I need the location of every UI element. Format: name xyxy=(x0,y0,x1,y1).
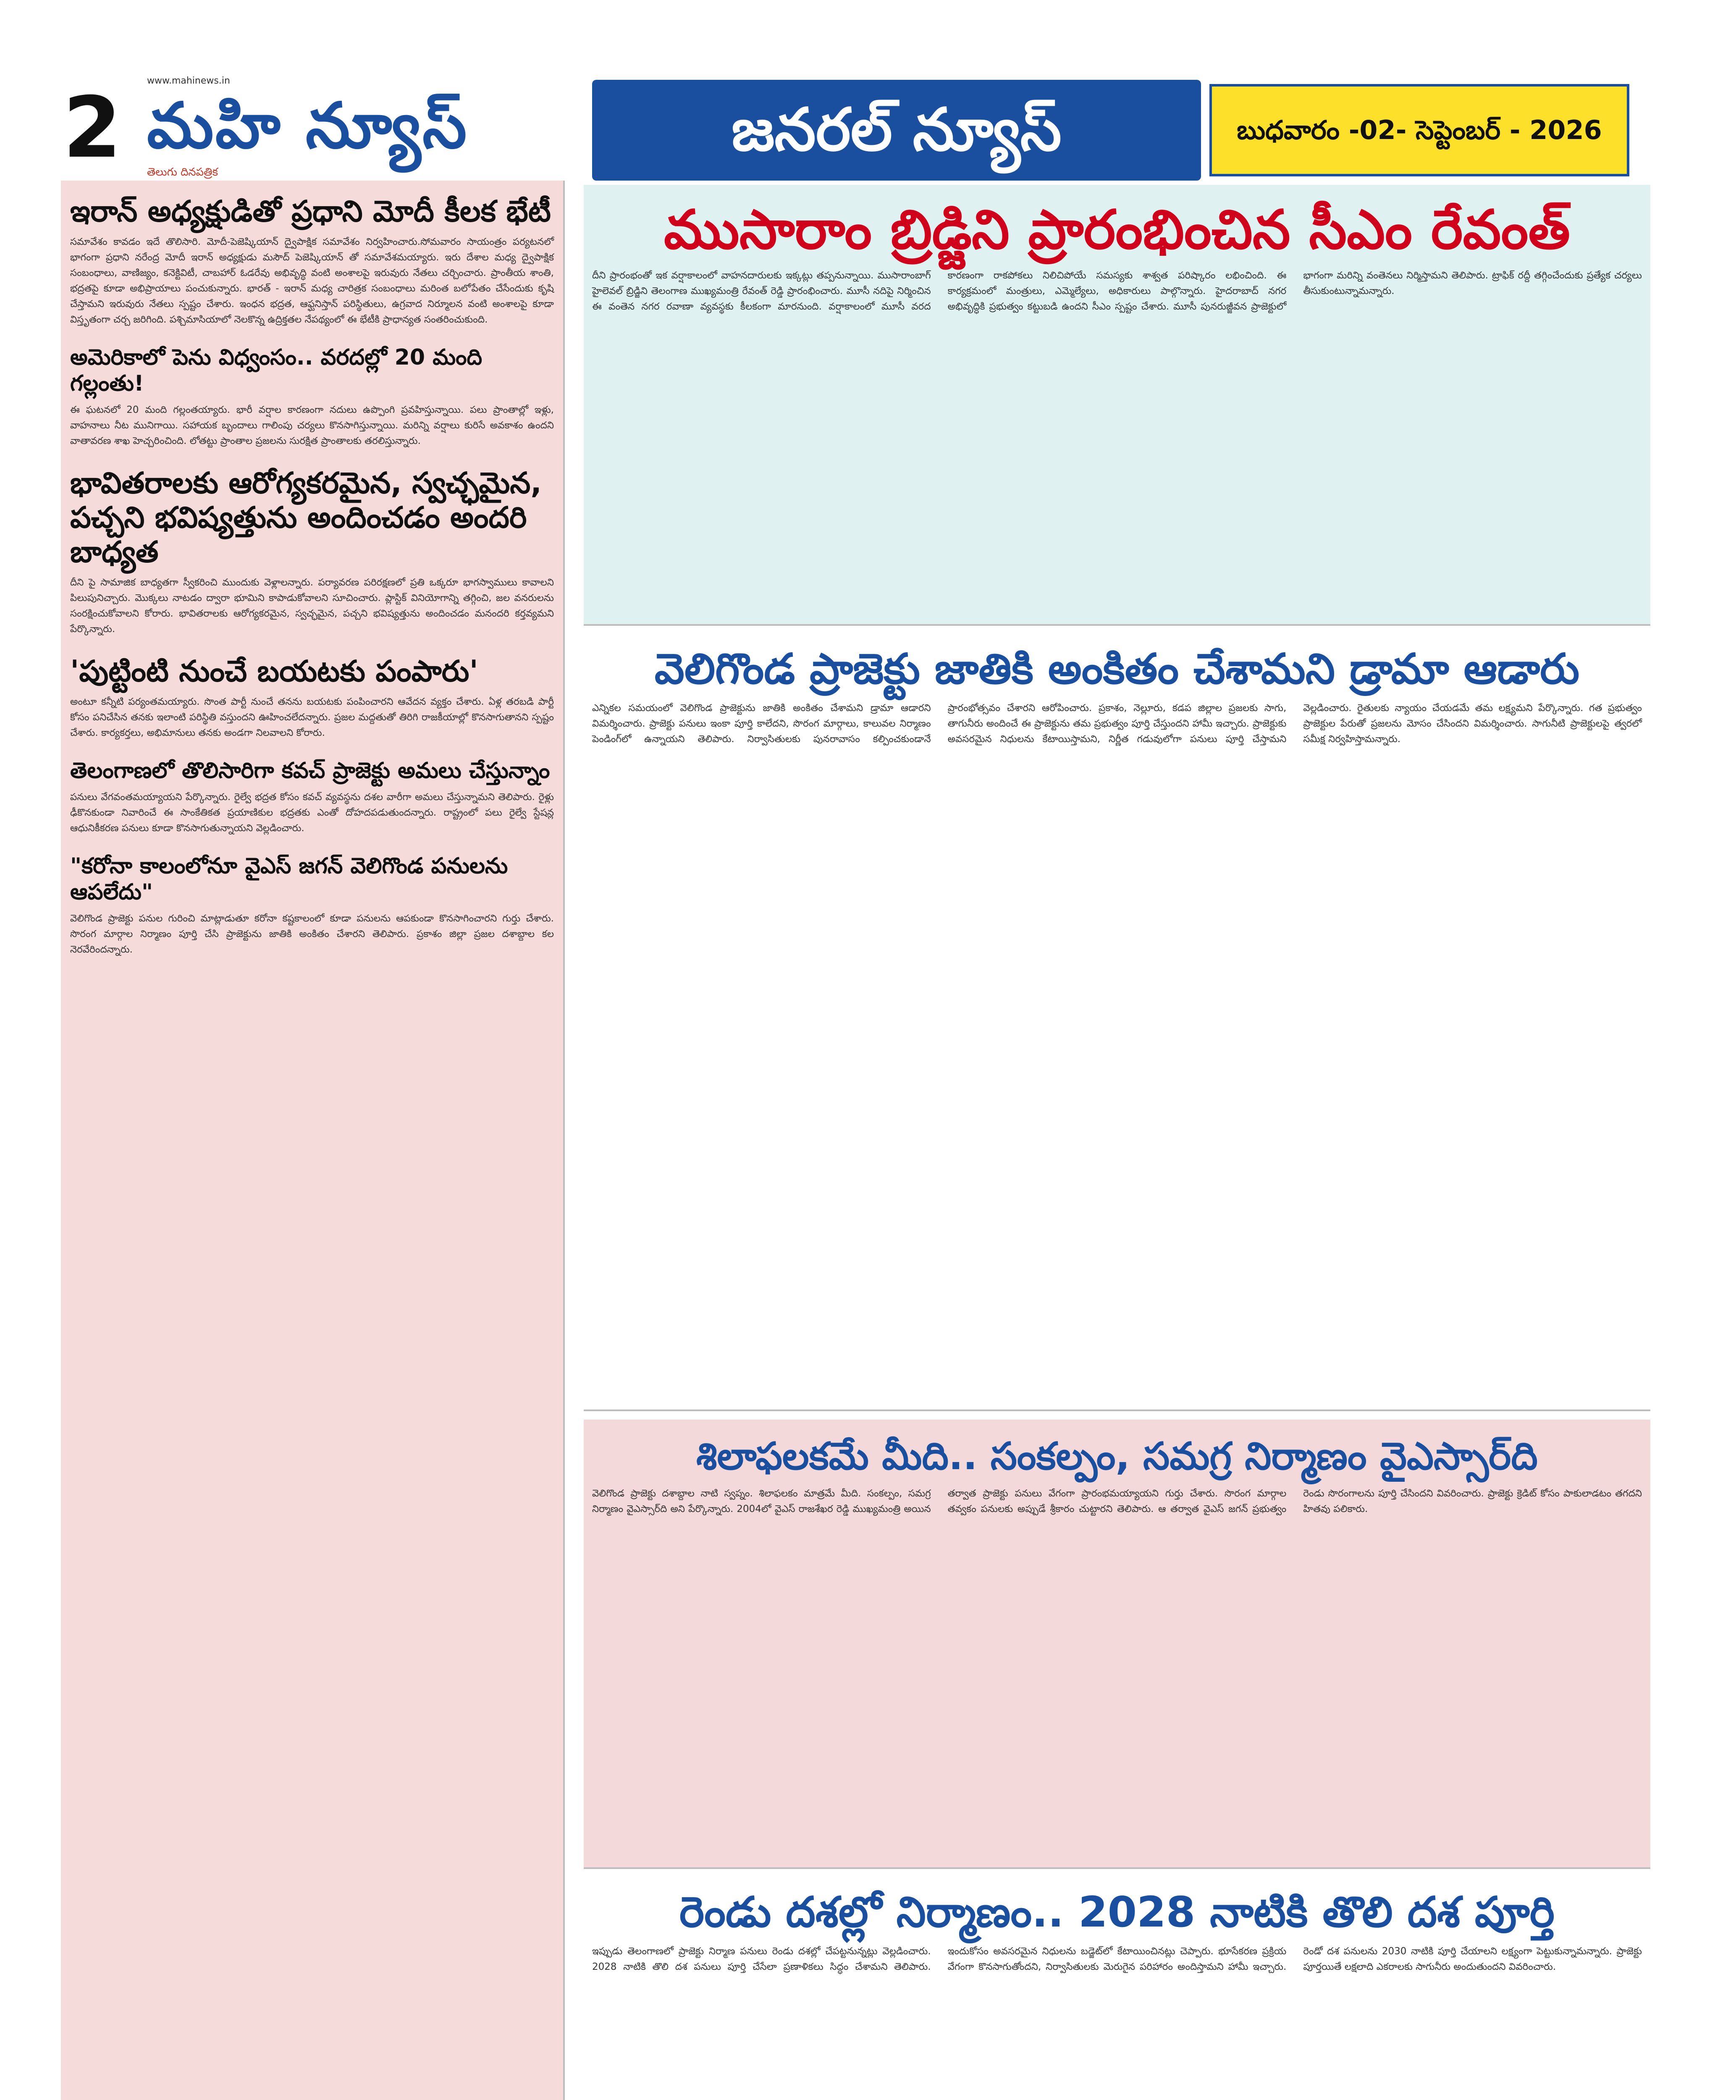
article-foundation-stone: వెలిగొండ ప్రాజెక్టు దశాబ్దాల నాటి స్వప్నం. శిలాఫలకం మాత్రమే మీది. సంకల్పం, సమగ్ర నిర్మాణం వైఎస్సార్‌ది అని పేర్కొన్నారు. 2004లో వైఎస్ రాజశేఖర రెడ్డి ముఖ్యమంత్రి అయిన తర్వాత ప్రాజెక్టు పనులు వేగంగా ప్రారంభమయ్యాయని గుర్తు చేశారు. సొరంగ మార్గాల తవ్వకం పనులకు అప్పుడే శ్రీకారం చుట్టారని తెలిపారు. ఆ తర్వాత వైఎస్ జగన్ ప్రభుత్వం రెండు సొరంగాలను పూర్తి చేసిందని వివరించారు. ప్రాజెక్టు క్రెడిట్ కోసం పాకులాడటం తగదని హితవు పలికారు. xyxy=(592,1488,1642,1515)
headline-musaram-bridge: ముసారాం బ్రిడ్జిని ప్రారంభించిన సీఎం రేవంత్ xyxy=(663,199,1571,261)
story-veligonda-drama xyxy=(584,630,1650,1411)
headline-america-floods: అమెరికాలో పెను విధ్వంసం.. వరదల్లో 20 మంది గల్లంతు! xyxy=(70,345,483,396)
section-banner: జనరల్ న్యూస్ xyxy=(592,80,1201,181)
headline-two-phases: రెండు దశల్లో నిర్మాణం.. 2028 నాటికి తొలి దశ పూర్తి xyxy=(679,1887,1555,1937)
headline-foundation-stone: శిలాఫలకమే మీది.. సంకల్పం, సమగ్ర నిర్మాణం వైఎస్సార్‌ది xyxy=(696,1434,1538,1478)
article-veligonda-drama: ఎన్నికల సమయంలో వెలిగొండ ప్రాజెక్టును జాతికి అంకితం చేశామని డ్రామా ఆడారని విమర్శించారు. ప్రాజెక్టు పనులు ఇంకా పూర్తి కాలేదని, సొరంగ మార్గాలు, కాలువల నిర్మాణం పెండింగ్‌లో ఉన్నాయని తెలిపారు. నిర్వాసితులకు పునరావాసం కల్పించకుండానే ప్రారంభోత్సవం చేశారని ఆరోపించారు. ప్రకాశం, నెల్లూరు, కడప జిల్లాల ప్రజలకు సాగు, తాగునీరు అందించే ఈ ప్రాజెక్టును తమ ప్రభుత్వం పూర్తి చేస్తుందని హామీ ఇచ్చారు. ప్రాజెక్టుకు అవసరమైన నిధులను కేటాయిస్తామని, నిర్ణీత గడువులోగా పనులు పూర్తి చేస్తామని వెల్లడించారు. రైతులకు న్యాయం చేయడమే తమ లక్ష్యమని పేర్కొన్నారు. గత ప్రభుత్వం ప్రాజెక్టుల పేరుతో ప్రజలను మోసం చేసిందని విమర్శించారు. సాగునీటి ప్రాజెక్టులపై త్వరలో సమీక్ష నిర్వహిస్తామన్నారు. xyxy=(592,703,1642,745)
story-two-phases xyxy=(584,1873,1650,2100)
headline-green-future: భావితరాలకు ఆరోగ్యకరమైన, స్వచ్ఛమైన, పచ్చని భవిష్యత్తును అందించడం అందరి బాధ్యత xyxy=(70,466,542,569)
article-veligonda-corona: వెలిగొండ ప్రాజెక్టు పనుల గురించి మాట్లాడుతూ కరోనా కష్టకాలంలో కూడా పనులను ఆపకుండా కొనసాగించారని గుర్తు చేశారు. సొరంగ మార్గాల నిర్మాణం పూర్తి చేసి ప్రాజెక్టును జాతికి అంకితం చేశారని తెలిపారు. ప్రకాశం జిల్లా ప్రజల దశాబ్దాల కల నెరవేరిందన్నారు. xyxy=(70,913,554,955)
headline-iran-modi: ఇరాన్ అధ్యక్షుడితో ప్రధాని మోదీ కీలక భేటీ xyxy=(70,194,551,228)
article-america-floods: ఈ ఘటనలో 20 మంది గల్లంతయ్యారు. భారీ వర్షాల కారణంగా నదులు ఉప్పొంగి ప్రవహిస్తున్నాయి. పలు ప్రాంతాల్లో ఇళ్లు, వాహనాలు నీట మునిగాయి. సహాయక బృందాలు గాలింపు చర్యలు కొనసాగిస్తున్నాయి. మరిన్ని వర్షాలు కురిసే అవకాశం ఉందని వాతావరణ శాఖ హెచ్చరించింది. లోతట్టు ప్రాంతాల ప్రజలను సురక్షిత ప్రాంతాలకు తరలిస్తున్నారు. xyxy=(70,404,554,446)
left-news-column xyxy=(61,181,565,2100)
article-two-phases: ఇప్పుడు తెలంగాణలో ప్రాజెక్టు నిర్మాణ పనులు రెండు దశల్లో చేపట్టనున్నట్లు వెల్లడించారు. 2028 నాటికి తొలి దశ పనులు పూర్తి చేసేలా ప్రణాళికలు సిద్ధం చేశామని తెలిపారు. ఇందుకోసం అవసరమైన నిధులను బడ్జెట్‌లో కేటాయించినట్లు చెప్పారు. భూసేకరణ ప్రక్రియ వేగంగా కొనసాగుతోందని, నిర్వాసితులకు మెరుగైన పరిహారం అందిస్తామని హామీ ఇచ్చారు. రెండో దశ పనులను 2030 నాటికి పూర్తి చేయాలని లక్ష్యంగా పెట్టుకున్నామన్నారు. ప్రాజెక్టు పూర్తయితే లక్షలాది ఎకరాలకు సాగునీరు అందుతుందని వివరించారు. xyxy=(592,1946,1642,1972)
story-foundation-stone xyxy=(584,1420,1650,1869)
article-musaram-bridge: దీని ప్రారంభంతో ఇక వర్షాకాలంలో వాహనదారులకు ఇక్కట్లు తప్పనున్నాయి. ముసారాంబాగ్ హైలెవల్ బ్రిడ్జిని తెలంగాణ ముఖ్యమంత్రి రేవంత్ రెడ్డి ప్రారంభించారు. మూసీ నదిపై నిర్మించిన ఈ వంతెన నగర రవాణా వ్యవస్థకు కీలకంగా మారనుంది. వర్షాకాలంలో మూసీ వరద కారణంగా రాకపోకలు నిలిచిపోయే సమస్యకు శాశ్వత పరిష్కారం లభించింది. ఈ కార్యక్రమంలో మంత్రులు, ఎమ్మెల్యేలు, అధికారులు పాల్గొన్నారు. హైదరాబాద్ నగర అభివృద్ధికి ప్రభుత్వం కట్టుబడి ఉందని సీఎం స్పష్టం చేశారు. మూసీ పునరుజ్జీవన ప్రాజెక్టులో భాగంగా మరిన్ని వంతెనలు నిర్మిస్తామని తెలిపారు. ట్రాఫిక్ రద్దీ తగ్గించేందుకు ప్రత్యేక చర్యలు తీసుకుంటున్నామన్నారు. xyxy=(592,270,1642,312)
issue-date: బుధవారం -02- సెప్టెంబర్ - 2026 xyxy=(1209,84,1629,176)
logo-title: మహి న్యూస్ xyxy=(147,89,469,163)
logo-tagline: తెలుగు దినపత్రిక xyxy=(147,166,218,178)
article-iran-modi: సమావేశం కావడం ఇదే తొలిసారి. మోదీ-పెజెష్కియాన్ ద్వైపాక్షిక సమావేశం నిర్వహించారు.సోమవారం సాయంత్రం పర్యటనలో భాగంగా ప్రధాని నరేంద్ర మోదీ ఇరాన్ అధ్యక్షుడు మసౌద్ పెజెష్కియాన్ తో సమావేశమయ్యారు. ఇరు దేశాల మధ్య ద్వైపాక్షిక సంబంధాలు, వాణిజ్యం, కనెక్టివిటీ, చాబహార్ ఓడరేవు అభివృద్ధి వంటి అంశాలపై ఇరువురు నేతలు చర్చించారు. ప్రాంతీయ శాంతి, భద్రతపై కూడా అభిప్రాయాలు పంచుకున్నారు. భారత్ - ఇరాన్ మధ్య చారిత్రక సంబంధాలు మరింత బలోపేతం చేసేందుకు కృషి చేస్తామని ఇరువురు నేతలు స్పష్టం చేశారు. ఇంధన భద్రత, ఆఫ్ఘనిస్తాన్ పరిస్థితులు, ఉగ్రవాద నిర్మూలన వంటి అంశాలపై కూడా విస్తృతంగా చర్చ జరిగింది. పశ్చిమాసియాలో నెలకొన్న ఉద్రిక్తతల నేపథ్యంలో ఈ భేటీకి ప్రాధాన్యత సంతరించుకుంది. xyxy=(70,236,554,325)
headline-sent-out: 'పుట్టింటి నుంచే బయటకు పంపారు' xyxy=(70,654,478,688)
headline-veligonda-corona: "కరోనా కాలంలోనూ వైఎస్ జగన్ వెలిగొండ పనులను ఆపలేదు" xyxy=(70,853,508,905)
page-number: 2 xyxy=(63,79,122,177)
logo-website: www.mahinews.in xyxy=(147,76,230,86)
headline-veligonda-drama: వెలిగొండ ప్రాజెక్టు జాతికి అంకితం చేశామని డ్రామా ఆడారు xyxy=(654,644,1580,693)
article-sent-out: అంటూ కన్నీటి పర్యంతమయ్యారు. సొంత పార్టీ నుంచే తనను బయటకు పంపించారని ఆవేదన వ్యక్తం చేశారు. ఏళ్ల తరబడి పార్టీ కోసం పనిచేసిన తనకు ఇలాంటి పరిస్థితి వస్తుందని ఊహించలేదన్నారు. ప్రజల మద్దతుతో తిరిగి రాజకీయాల్లో కొనసాగుతానని స్పష్టం చేశారు. కార్యకర్తలు, అభిమానులు తనకు అండగా నిలవాలని కోరారు. xyxy=(70,696,554,738)
article-green-future: దీని పై సామాజిక బాధ్యతగా స్వీకరించి ముందుకు వెళ్లాలన్నారు. పర్యావరణ పరిరక్షణలో ప్రతి ఒక్కరూ భాగస్వాములు కావాలని పిలుపునిచ్చారు. మొక్కలు నాటడం ద్వారా భూమిని కాపాడుకోవాలని సూచించారు. ప్లాస్టిక్ వినియోగాన్ని తగ్గించి, జల వనరులను సంరక్షించుకోవాలని కోరారు. భావితరాలకు ఆరోగ్యకరమైన, స్వచ్ఛమైన, పచ్చని భవిష్యత్తును అందించడం మనందరి కర్తవ్యమని పేర్కొన్నారు. xyxy=(70,577,554,635)
headline-kavach-project: తెలంగాణలో తొలిసారిగా కవచ్ ప్రాజెక్టు అమలు చేస్తున్నాం xyxy=(70,758,550,783)
newspaper-logo xyxy=(147,76,475,181)
story-musaram-bridge xyxy=(584,185,1650,626)
article-kavach-project: పనులు వేగవంతమయ్యాయని పేర్కొన్నారు. రైల్వే భద్రత కోసం కవచ్ వ్యవస్థను దశల వారీగా అమలు చేస్తున్నామని తెలిపారు. రైళ్లు ఢీకొనకుండా నివారించే ఈ సాంకేతికత ప్రయాణికుల భద్రతకు ఎంతో దోహదపడుతుందన్నారు. రాష్ట్రంలో పలు రైల్వే స్టేషన్ల ఆధునికీకరణ పనులు కూడా కొనసాగుతున్నాయని వెల్లడించారు. xyxy=(70,792,554,834)
